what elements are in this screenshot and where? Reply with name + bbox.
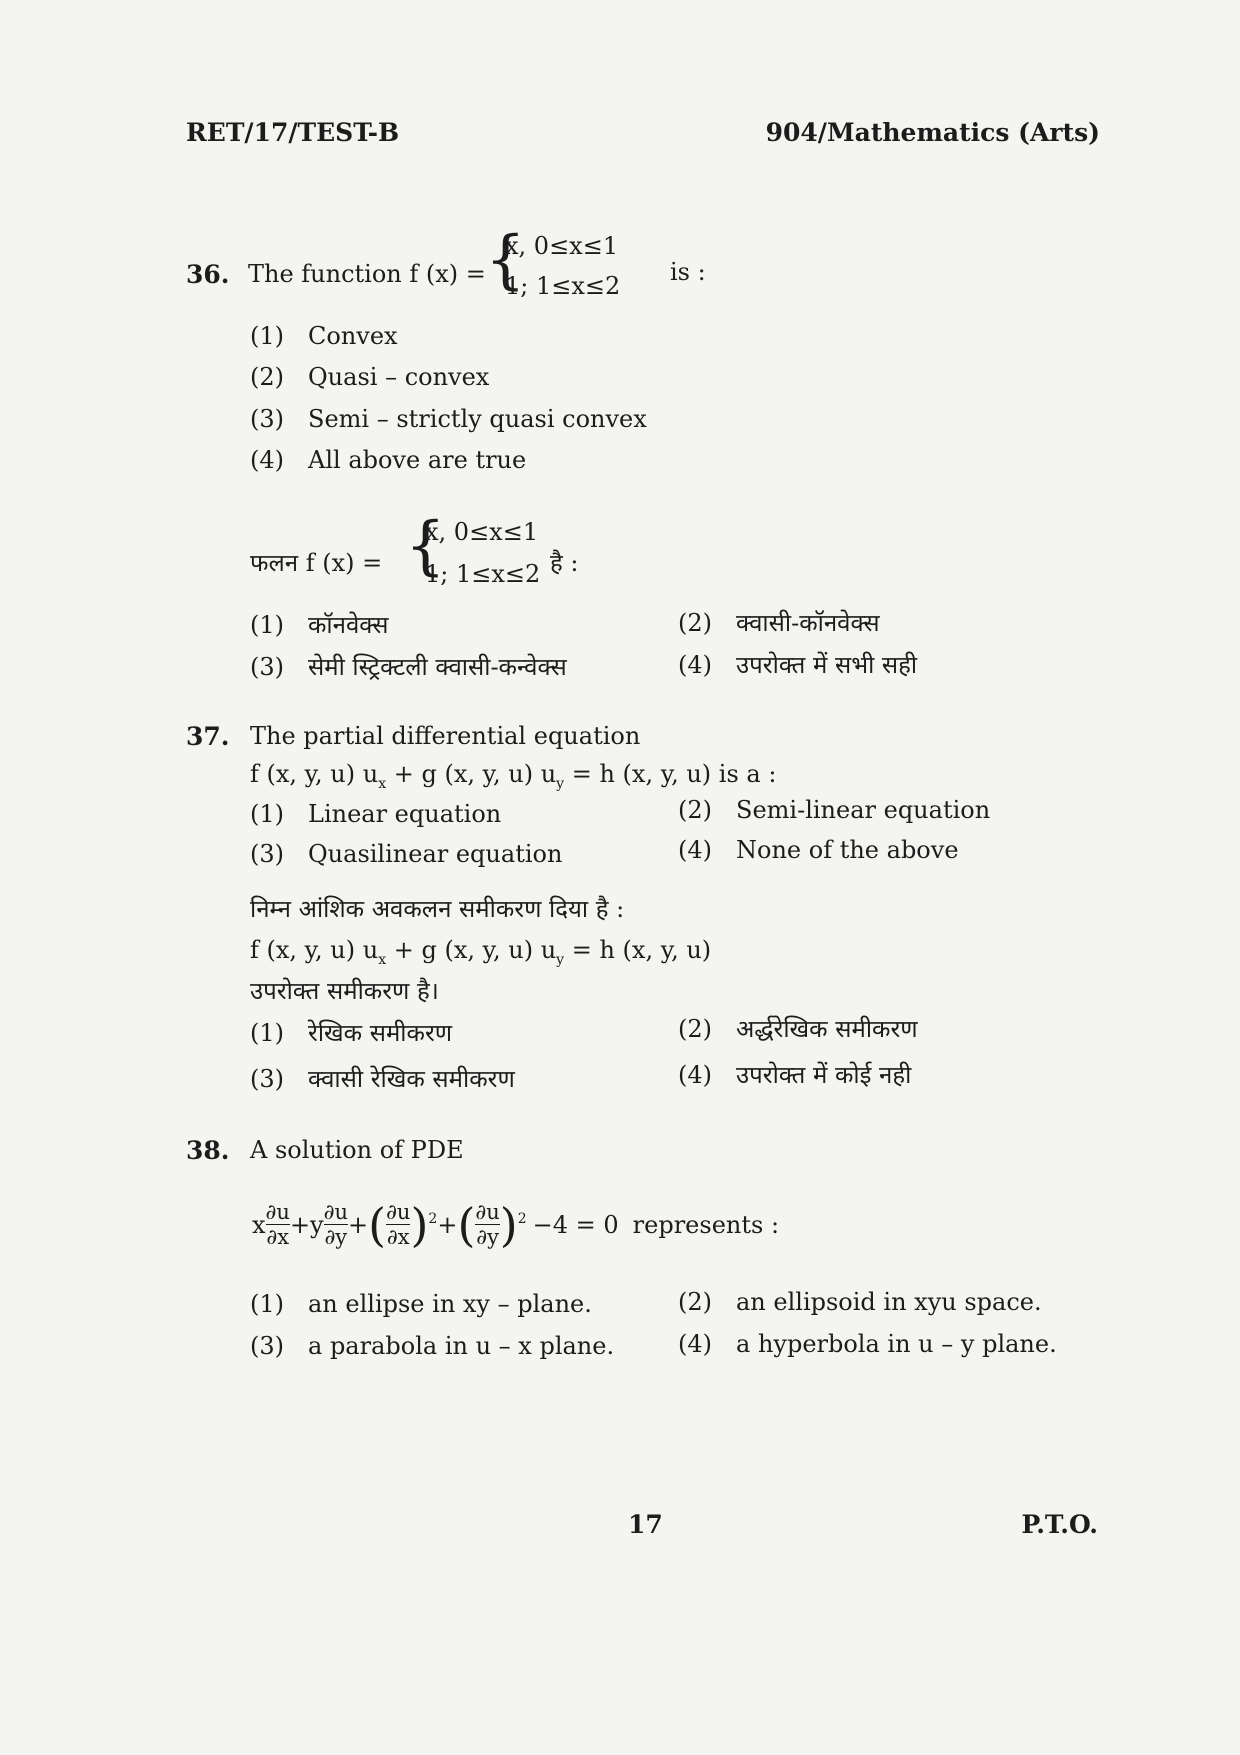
q38-option-4: (4) a hyperbola in u – y plane.: [678, 1330, 1057, 1358]
q38-stem: A solution of PDE: [250, 1136, 464, 1164]
header-subject: 904/Mathematics (Arts): [765, 118, 1100, 147]
q36-hindi-brace: {: [405, 509, 446, 583]
fraction-du-dx: $\frac{\partial u}{\partial x}$: [265, 1200, 290, 1249]
pto-label: P.T.O.: [1021, 1510, 1098, 1539]
q37-hindi-option-3: (3) क्वासी रेखिक समीकरण: [250, 1065, 515, 1093]
q37-hindi-stem: निम्न आंशिक अवकलन समीकरण दिया है :: [250, 895, 625, 923]
header-test-code: RET/17/TEST-B: [186, 118, 400, 147]
q36-option-4: (4) All above are true: [250, 446, 527, 474]
q37-stem: The partial differential equation: [250, 722, 641, 750]
page-number: 17: [628, 1510, 663, 1539]
q36-hindi-option-2: (2) क्वासी-कॉनवेक्स: [678, 609, 880, 637]
q38-equation: x $\frac{\partial u}{\partial x}$ + y $\frac{\partial u}{\partial y}$ + ( $\frac{\partial u}{\partial x}$ ) 2 + ( $\frac{\partial u}{\partial y}$ ) 2 −4 = 0 represents :: [252, 1197, 780, 1252]
q38-option-1: (1) an ellipse in xy – plane.: [250, 1290, 592, 1318]
q36-hindi-stem-end: है :: [550, 549, 579, 577]
q38-option-3: (3) a parabola in u – x plane.: [250, 1332, 615, 1360]
q37-equation: f (x, y, u) $u_x + g$ (x, y, u) $u_y = h$ (x, y, u) is a :: [250, 760, 777, 792]
q36-hindi-option-3: (3) सेमी स्ट्रिक्टली क्वासी-कन्वेक्स: [250, 653, 567, 681]
q38-number: 38.: [186, 1136, 230, 1165]
q36-piece-1: x, 0≤x≤1: [505, 232, 619, 260]
q37-hindi-option-1: (1) रेखिक समीकरण: [250, 1019, 453, 1047]
q37-hindi-stem-end: उपरोक्त समीकरण है।: [250, 977, 439, 1005]
fraction-du-dy: $\frac{\partial u}{\partial y}$: [323, 1200, 348, 1249]
q38-option-2: (2) an ellipsoid in xyu space.: [678, 1288, 1042, 1316]
q37-option-1: (1) Linear equation: [250, 800, 502, 828]
q36-option-2: (2) Quasi – convex: [250, 363, 490, 391]
q36-stem: The function f (x) =: [248, 260, 486, 288]
q36-number: 36.: [186, 260, 230, 289]
q36-option-1: (1) Convex: [250, 322, 398, 350]
q36-brace: {: [485, 223, 526, 297]
q36-hindi-piece-2: 1; 1≤x≤2: [425, 560, 541, 588]
q36-option-3: (3) Semi – strictly quasi convex: [250, 405, 647, 433]
q37-option-4: (4) None of the above: [678, 836, 959, 864]
fraction-du-dx-squared: $\frac{\partial u}{\partial x}$: [386, 1200, 411, 1249]
q37-hindi-option-2: (2) अर्द्धरेखिक समीकरण: [678, 1015, 918, 1043]
q36-hindi-piece-1: x, 0≤x≤1: [425, 518, 539, 546]
q36-hindi-option-1: (1) कॉनवेक्स: [250, 611, 389, 639]
q37-hindi-option-4: (4) उपरोक्त में कोई नही: [678, 1061, 912, 1089]
q36-piece-2: 1; 1≤x≤2: [505, 272, 621, 300]
q37-number: 37.: [186, 722, 230, 751]
q37-option-2: (2) Semi-linear equation: [678, 796, 991, 824]
q36-stem-end: is :: [670, 258, 706, 286]
fraction-du-dy-squared: $\frac{\partial u}{\partial y}$: [475, 1200, 500, 1249]
q37-option-3: (3) Quasilinear equation: [250, 840, 563, 868]
q36-hindi-option-4: (4) उपरोक्त में सभी सही: [678, 651, 918, 679]
q37-hindi-equation: f (x, y, u) $u_x + g$ (x, y, u) $u_y = h$ (x, y, u): [250, 936, 712, 968]
q36-hindi-stem: फलन f (x) =: [250, 549, 383, 577]
